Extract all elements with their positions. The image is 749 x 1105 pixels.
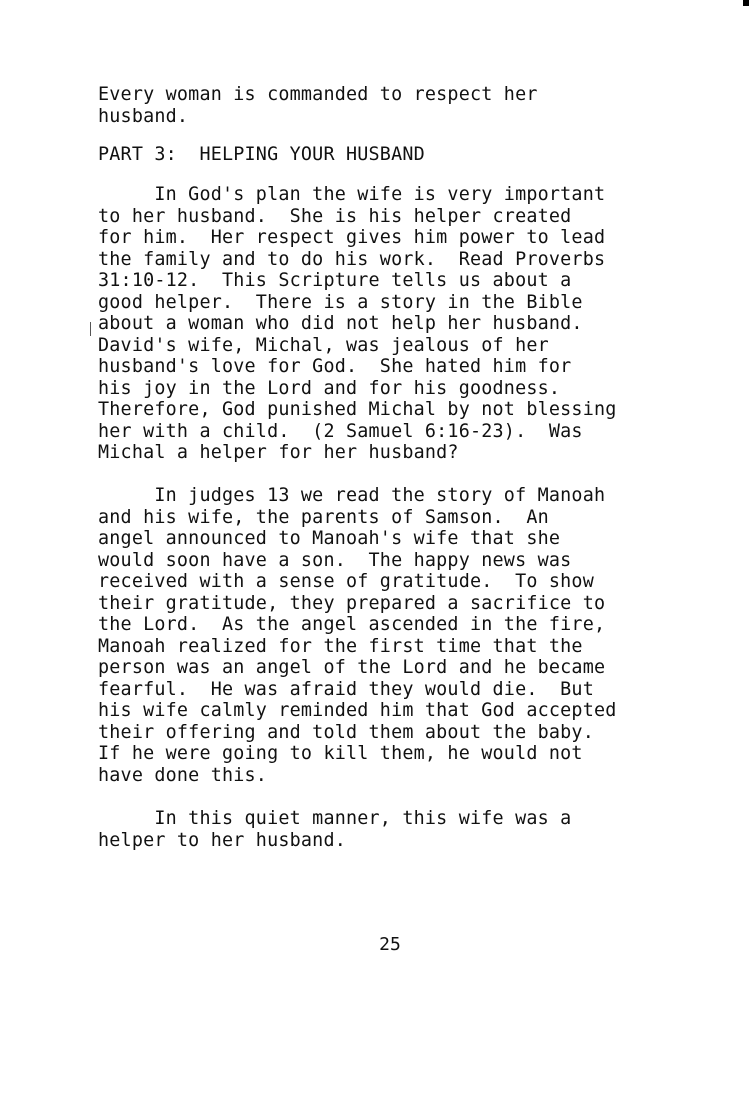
text-line: helper to her husband. bbox=[98, 829, 346, 851]
heading-text: PART 3: HELPING YOUR HUSBAND bbox=[98, 144, 425, 165]
text-line: Every woman is commanded to respect her bbox=[98, 84, 538, 105]
text-line: his joy in the Lord and for his goodness. bbox=[98, 377, 561, 399]
text-line: the Lord. As the angel ascended in the fire, bbox=[98, 614, 606, 635]
margin-tick-mark bbox=[90, 322, 91, 336]
text-line: husband. bbox=[98, 105, 189, 127]
text-line: Michal a helper for her husband? bbox=[98, 442, 459, 463]
text-line: received with a sense of gratitude. To show bbox=[98, 571, 594, 592]
text-line: In judges 13 we read the story of Manoah bbox=[98, 485, 606, 506]
text-line: his wife calmly reminded him that God accepted bbox=[98, 700, 617, 721]
section-heading bbox=[98, 144, 698, 166]
text-line: 31:10-12. This Scripture tells us about a bbox=[98, 270, 572, 291]
text-line: In this quiet manner, this wife was a bbox=[98, 808, 572, 829]
intro-text bbox=[98, 84, 698, 127]
text-line: angel announced to Manoah's wife that she bbox=[98, 528, 561, 549]
text-line: In God's plan the wife is very important bbox=[98, 184, 606, 205]
text-line: Manoah realized for the first time that the bbox=[98, 635, 583, 657]
text-line: and his wife, the parents of Samson. An bbox=[98, 506, 549, 528]
paragraph-manoah bbox=[98, 485, 698, 786]
text-line: husband's love for God. She hated him for bbox=[98, 356, 572, 377]
text-line: their gratitude, they prepared a sacrifice to bbox=[98, 592, 606, 614]
text-line: have done this. bbox=[98, 764, 268, 786]
text-line: to her husband. She is his helper created bbox=[98, 205, 572, 227]
paragraph-conclusion bbox=[98, 808, 698, 851]
text-line: fearful. He was afraid they would die. But bbox=[98, 678, 594, 700]
text-line: Therefore, God punished Michal by not blessing bbox=[98, 399, 617, 420]
text-line: for him. Her respect gives him power to lead bbox=[98, 227, 606, 248]
page-number: 25 bbox=[379, 934, 401, 955]
text-line: David's wife, Michal, was jealous of her bbox=[98, 334, 549, 356]
text-line: would soon have a son. The happy news was bbox=[98, 549, 572, 571]
text-line: her with a child. (2 Samuel 6:16-23). Was bbox=[98, 420, 583, 442]
text-line: person was an angel of the Lord and he became bbox=[98, 657, 606, 678]
text-line: about a woman who did not help her husband. bbox=[98, 313, 583, 334]
text-line: good helper. There is a story in the Bible bbox=[98, 291, 583, 313]
scan-corner-mark bbox=[743, 0, 749, 6]
text-line: the family and to do his work. Read Proverbs bbox=[98, 248, 606, 270]
text-line: If he were going to kill them, he would not bbox=[98, 743, 583, 764]
text-line: their offering and told them about the baby. bbox=[98, 721, 594, 743]
paragraph-michal bbox=[98, 184, 698, 464]
